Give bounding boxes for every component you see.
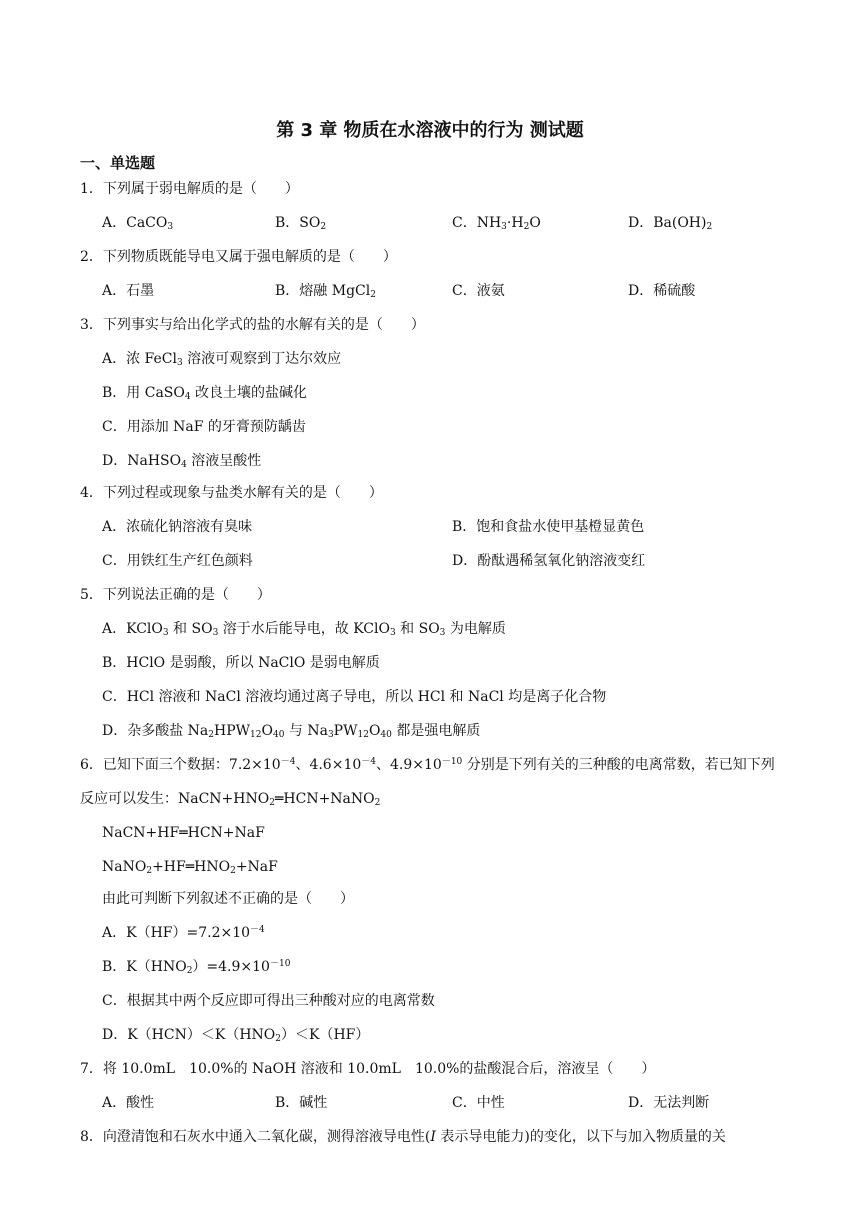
question-6-prompt: 由此可判断下列叙述不正确的是（ ）: [102, 891, 354, 907]
question-1-option-b: B．$SO_2$: [275, 215, 327, 232]
question-6-option-a: A．$K(HF)=7.2\times 10^{-4}$: [102, 925, 265, 941]
question-4-option-a: A．浓硫化钠溶液有臭味: [102, 519, 253, 535]
question-6-option-b: B．$K(HNO_2)=4.9\times 10^{-10}$: [102, 959, 291, 976]
question-2-option-c: C．液氨: [452, 283, 505, 299]
question-1-option-c: C．$NH_3\cdot H_2O$: [452, 215, 541, 232]
question-7-option-a: A．酸性: [102, 1095, 155, 1111]
question-3-option-d: D．NaHSO$_4$ 溶液呈酸性: [102, 453, 262, 470]
question-2-stem: 2．下列物质既能导电又属于强电解质的是（ ）: [80, 249, 397, 265]
question-2-option-d: D．稀硫酸: [628, 283, 696, 299]
section-heading: 一、单选题: [80, 154, 156, 172]
question-6-stem-continued: 反应可以发生：$NaCN+HNO_2═HCN+NaNO_2$: [80, 791, 381, 808]
question-4-option-b: B．饱和食盐水使甲基橙显黄色: [452, 519, 645, 535]
question-6-stem: 6．已知下面三个数据：$7.2\times 10^{-4}$、$4.6\times 10^{-4}$、$4.9\times 10^{-10}$ 分别是下列有关的三种酸的电离常数，若已知下列: [80, 757, 775, 773]
question-5-option-a: A．KClO$_3$ 和 $SO_3$ 溶于水后能导电，故 KClO$_3$ 和 $SO_3$ 为电解质: [102, 621, 506, 638]
question-2-option-a: A．石墨: [102, 283, 155, 299]
question-3-option-c: C．用添加 NaF 的牙膏预防龋齿: [102, 419, 306, 435]
question-5-option-b: B．HClO 是弱酸，所以 NaClO 是弱电解质: [102, 655, 380, 671]
question-4-option-c: C．用铁红生产红色颜料: [102, 553, 253, 569]
question-3-option-a: A．浓 FeCl$_3$ 溶液可观察到丁达尔效应: [102, 351, 342, 368]
question-2-option-b: B．熔融 MgCl$_2$: [275, 283, 376, 300]
question-1-stem: 1．下列属于弱电解质的是（ ）: [80, 181, 299, 197]
question-6-reaction-2: $NaNO_2+HF═HNO_2+NaF$: [102, 859, 278, 876]
question-1-option-d: D．$Ba(OH)_2$: [628, 215, 713, 232]
question-7-option-d: D．无法判断: [628, 1095, 710, 1111]
question-5-stem: 5．下列说法正确的是（ ）: [80, 587, 271, 603]
question-7-option-c: C．中性: [452, 1095, 505, 1111]
question-5-option-c: C．HCl 溶液和 NaCl 溶液均通过离子导电，所以 HCl 和 NaCl 均是离子化合物: [102, 689, 607, 705]
question-8-stem: 8．向澄清饱和石灰水中通入二氧化碳，测得溶液导电性(I 表示导电能力)的变化，以下与加入物质量的关: [80, 1129, 726, 1145]
question-4-option-d: D．酚酞遇稀氢氧化钠溶液变红: [452, 553, 646, 569]
question-3-stem: 3．下列事实与给出化学式的盐的水解有关的是（ ）: [80, 317, 425, 333]
question-6-option-d: D．$K(HCN)<K(HNO_2)<K(HF)$: [102, 1027, 370, 1044]
question-3-option-b: B．用 CaSO$_4$ 改良土壤的盐碱化: [102, 385, 308, 402]
question-6-option-c: C．根据其中两个反应即可得出三种酸对应的电离常数: [102, 993, 435, 1009]
question-7-stem: 7．将 10.0mL 10.0%的 NaOH 溶液和 10.0mL 10.0%的盐酸混合后，溶液呈（ ）: [80, 1061, 656, 1077]
question-7-option-b: B．碱性: [275, 1095, 328, 1111]
page-title: 第 3 章 物质在水溶液中的行为 测试题: [276, 120, 584, 141]
question-1-option-a: A．CaCO$_3$: [102, 215, 174, 232]
question-4-stem: 4．下列过程或现象与盐类水解有关的是（ ）: [80, 485, 383, 501]
question-6-reaction-1: NaCN+HF═HCN+NaF: [102, 825, 265, 841]
question-5-option-d: D．杂多酸盐 $Na_2HPW_{12}O_{40}$ 与 $Na_3PW_{12}O_{40}$ 都是强电解质: [102, 723, 481, 740]
